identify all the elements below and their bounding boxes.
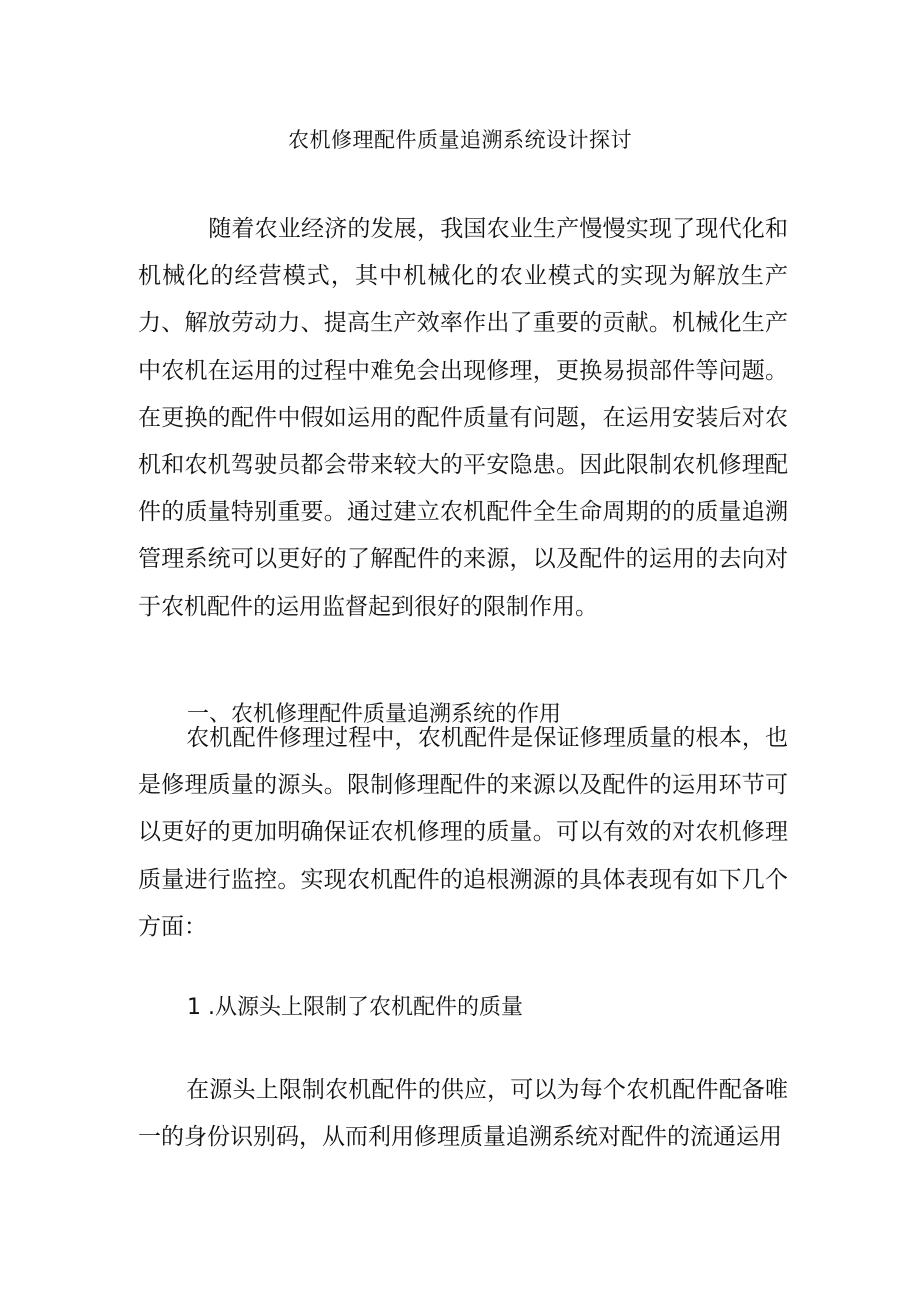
subsection-heading: 1 .从源头上限制了农机配件的质量 <box>187 995 523 1020</box>
section-paragraph-text: 农机配件修理过程中，农机配件是保证修理质量的根本，也是修理质量的源头。限制修理配件的来源以及配件的运用环节可以更好的更加明确保证农机修理的质量。可以有效的对农机修理质量进行监控。实现农机配件的追根溯源的具体表现有如下几个方面： <box>138 725 788 940</box>
subsection-paragraph <box>138 1067 788 1161</box>
intro-paragraph-text: 随着农业经济的发展，我国农业生产慢慢实现了现代化和机械化的经营模式，其中机械化的农业模式的实现为解放生产力、解放劳动力、提高生产效率作出了重要的贡献。机械化生产中农机在运用的过程中难免会出现修理，更换易损部件等问题。在更换的配件中假如运用的配件质量有问题，在运用安装后对农机和农机驾驶员都会带来较大的平安隐患。因此限制农机修理配件的质量特别重要。通过建立农机配件全生命周期的的质量追溯管理系统可以更好的了解配件的来源，以及配件的运用的去向对于农机配件的运用监督起到很好的限制作用。 <box>138 216 788 620</box>
subsection-paragraph-text: 在源头上限制农机配件的供应，可以为每个农机配件配备唯一的身份识别码，从而利用修理质量追溯系统对配件的流通运用 <box>138 1077 788 1151</box>
section-heading: 一、农机修理配件质量追溯系统的作用 <box>187 702 562 727</box>
intro-paragraph <box>138 206 788 631</box>
section-paragraph <box>138 715 788 951</box>
document-title: 农机修理配件质量追溯系统设计探讨 <box>288 128 632 152</box>
